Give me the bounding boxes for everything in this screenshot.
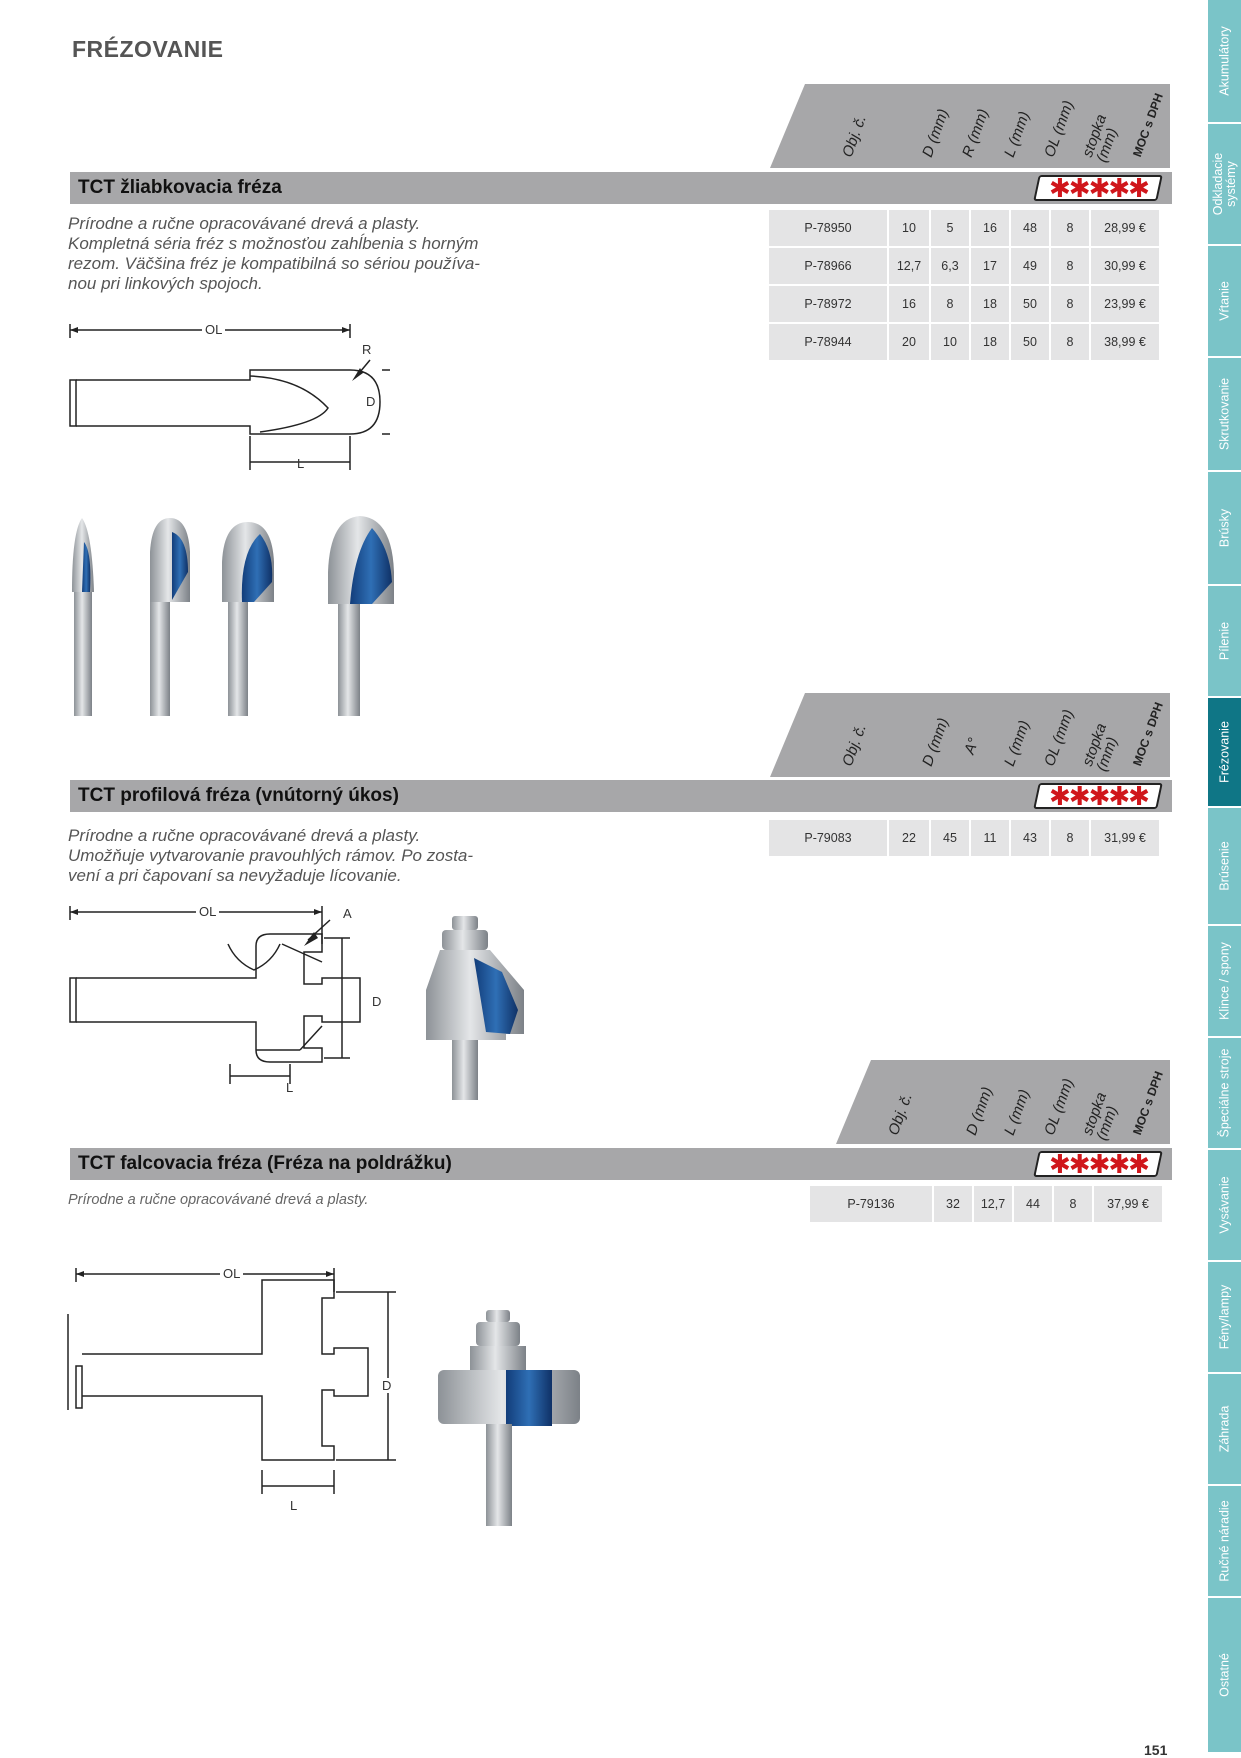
cell-price: 37,99 € [1094,1186,1162,1222]
column-label-stopka: stopka (mm) [1079,721,1122,774]
dim-label-ol: OL [196,904,219,919]
rating-badge [1033,1151,1163,1177]
cell-ol: 50 [1011,324,1049,360]
dim-label-d: D [372,994,382,1009]
description-line: Prírodne a ručne opracovávané drevá a plasty. [68,1192,369,1208]
table-row [769,286,1159,322]
cell-code: P-78944 [769,324,887,360]
cell-r: 8 [931,286,969,322]
cell-code: P-78972 [769,286,887,322]
description-line: rezom. Väčšina fréz je kompatibilná so sériou používa- [68,254,480,273]
cell-l: 18 [971,286,1009,322]
table-row [769,210,1159,246]
cell-l: 11 [971,820,1009,856]
cell-ol: 49 [1011,248,1049,284]
section-1-spec-table [767,208,1161,362]
column-label-l: L (mm) [1001,718,1034,769]
cell-d: 22 [889,820,929,856]
dim-label-l: L [286,1080,294,1095]
description-line: Umožňuje vytvarovanie pravouhlých rámov. Po zosta- [68,846,474,865]
section-3-dimension-diagram [66,1262,406,1462]
tab-label: Ručné náradie [1217,1500,1231,1582]
tab-label: Vŕtanie [1217,281,1231,321]
section-2-column-header [770,693,1170,777]
column-label-d: D (mm) [919,715,953,769]
tab-label: Záhrada [1217,1405,1231,1453]
tab-label: Brúsenie [1217,841,1231,891]
cell-ol: 50 [1011,286,1049,322]
section-2-spec-table [767,818,1161,858]
tab-vrtanie[interactable] [1208,246,1241,358]
dim-label-r: R [362,342,372,357]
dim-label-d: D [366,394,376,409]
dim-label-ol: OL [202,322,225,337]
column-label-l: L (mm) [1001,1087,1034,1138]
tab-vysavanie[interactable] [1208,1150,1241,1262]
cell-l: 17 [971,248,1009,284]
cell-stopka: 8 [1051,248,1089,284]
category-sidebar [1208,0,1241,1754]
column-label-r: R (mm) [959,106,993,160]
cell-d: 20 [889,324,929,360]
cell-price: 31,99 € [1091,820,1159,856]
section-1-description [68,214,480,294]
cell-code: P-79136 [810,1186,932,1222]
cell-price: 38,99 € [1091,324,1159,360]
table-row [769,248,1159,284]
rating-badge [1033,783,1163,809]
cell-l: 16 [971,210,1009,246]
description-line: Prírodne a ručne opracovávané drevá a plasty. [68,214,421,233]
tab-label: Vysávanie [1217,1176,1231,1234]
cell-ol: 43 [1011,820,1049,856]
cell-a: 45 [931,820,969,856]
cell-d: 10 [889,210,929,246]
column-label-price: MOC s DPH [1130,91,1166,159]
rating-stars: ✱✱✱✱✱ [1048,1149,1148,1179]
column-label-obj: Obj. č. [839,721,870,769]
cell-stopka: 8 [1051,324,1089,360]
cell-l: 12,7 [974,1186,1012,1222]
cell-ol: 44 [1014,1186,1052,1222]
column-label-stopka: stopka (mm) [1079,112,1122,165]
section-3-title-bar [70,1148,1172,1180]
cell-d: 32 [934,1186,972,1222]
tab-skrutkovanie[interactable] [1208,358,1241,472]
router-bits-photo [70,512,430,716]
tab-label: Odkladacie systémy [1210,152,1238,216]
cell-stopka: 8 [1051,286,1089,322]
rating-stars: ✱✱✱✱✱ [1048,173,1148,203]
cell-r: 5 [931,210,969,246]
column-label-price: MOC s DPH [1130,1069,1166,1137]
description-line: vení a pri čapovaní sa nevyžaduje lícovanie. [68,866,402,885]
tab-label: Špeciálne stroje [1217,1048,1231,1138]
tab-label: Fény/lampy [1217,1284,1231,1350]
table-row [810,1186,1162,1222]
tab-rucne-naradie[interactable] [1208,1486,1241,1598]
tab-zahrada[interactable] [1208,1374,1241,1486]
cell-price: 23,99 € [1091,286,1159,322]
section-2-description [68,826,473,886]
cell-code: P-79083 [769,820,887,856]
dim-label-l: L [290,1498,298,1513]
section-1-dimension-diagram [60,318,390,478]
cell-stopka: 8 [1054,1186,1092,1222]
section-2-title-bar [70,780,1172,812]
cell-code: P-78966 [769,248,887,284]
column-label-ol: OL (mm) [1041,1076,1078,1138]
column-label-ol: OL (mm) [1041,707,1078,769]
section-2-dimension-diagram [60,900,400,1090]
description-line: Prírodne a ručne opracovávané drevá a plasty. [68,826,421,845]
tab-feny-lampy[interactable] [1208,1262,1241,1374]
chamfer-bit-photo [412,914,552,1100]
column-label-d: D (mm) [963,1084,997,1138]
tab-label: Brúsky [1217,508,1231,548]
column-label-price: MOC s DPH [1130,700,1166,768]
tab-klince-spony[interactable] [1208,926,1241,1038]
column-label-obj: Obj. č. [885,1090,916,1138]
l-dimension-line [256,1470,346,1500]
column-label-a: A° [961,735,983,757]
tab-label: Ostatné [1217,1653,1231,1697]
cell-d: 12,7 [889,248,929,284]
dim-label-a: A [343,906,352,921]
tab-frezovanie[interactable] [1208,698,1241,808]
tab-pilenie[interactable] [1208,586,1241,698]
dim-label-l: L [297,456,305,471]
tab-brusky[interactable] [1208,472,1241,586]
section-1-title: TCT žliabkovacia fréza [78,177,282,198]
tab-specialne-stroje[interactable] [1208,1038,1241,1150]
cell-price: 30,99 € [1091,248,1159,284]
rebate-bit-photo [434,1308,584,1526]
tab-odkladacie-systemy[interactable] [1208,124,1241,246]
section-3-column-header [836,1060,1170,1144]
section-2-title: TCT profilová fréza (vnútorný úkos) [78,785,399,806]
cell-d: 16 [889,286,929,322]
section-3-description [68,1190,368,1210]
cell-ol: 48 [1011,210,1049,246]
column-label-stopka: stopka (mm) [1079,1090,1122,1143]
page-title: FRÉZOVANIE [72,36,224,62]
cell-stopka: 8 [1051,820,1089,856]
section-1-title-bar [70,172,1172,204]
cell-price: 28,99 € [1091,210,1159,246]
column-label-obj: Obj. č. [839,112,870,160]
column-label-ol: OL (mm) [1041,98,1078,160]
tab-akumulatory[interactable] [1208,0,1241,124]
section-3-title: TCT falcovacia fréza (Fréza na poldrážku) [78,1153,452,1174]
tab-label: Akumulátory [1217,26,1231,96]
page-number: 151 [1144,1742,1168,1758]
tab-ostatne[interactable] [1208,1598,1241,1754]
cell-l: 18 [971,324,1009,360]
tab-label: Klince / spony [1217,942,1231,1020]
tab-label: Pílenie [1217,621,1231,661]
column-label-l: L (mm) [1001,109,1034,160]
tab-label: Frézovanie [1217,721,1231,783]
section-1-column-header [770,84,1170,168]
section-3-spec-table [808,1184,1164,1224]
description-line: nou pri linkových spojoch. [68,274,263,293]
tab-label: Skrutkovanie [1217,377,1231,451]
rating-badge [1033,175,1163,201]
cell-r: 10 [931,324,969,360]
tab-brusenie[interactable] [1208,808,1241,926]
table-row [769,324,1159,360]
rating-stars: ✱✱✱✱✱ [1048,781,1148,811]
cell-code: P-78950 [769,210,887,246]
dim-label-d: D [382,1378,392,1393]
dim-label-ol: OL [220,1266,243,1281]
cell-r: 6,3 [931,248,969,284]
table-row [769,820,1159,856]
cell-stopka: 8 [1051,210,1089,246]
description-line: Kompletná séria fréz s možnosťou zahĺbenia s horným [68,234,479,253]
column-label-d: D (mm) [919,106,953,160]
